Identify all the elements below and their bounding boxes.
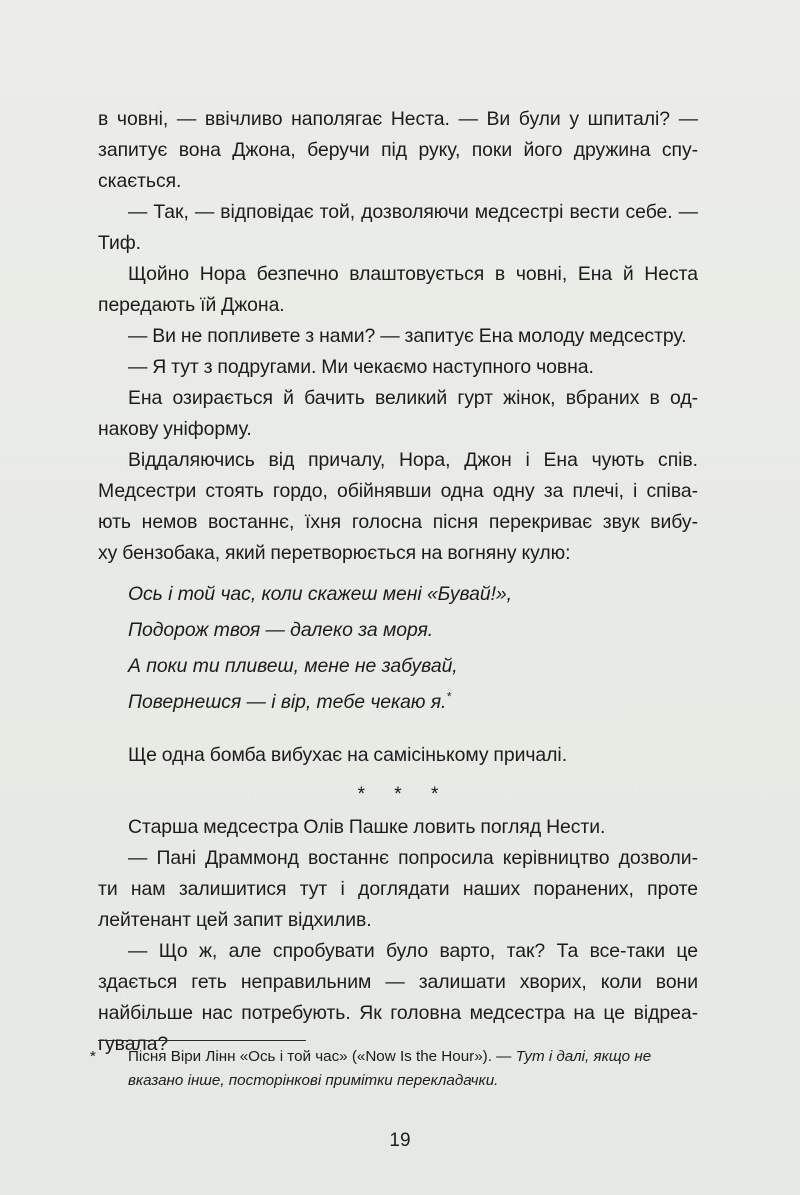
paragraph-4 bbox=[98, 321, 698, 352]
text-line: ти нам залишитися тут і доглядати наших поранених, проте bbox=[98, 878, 698, 900]
text-line: — Що ж, але спробувати було варто, так? Та все-таки це bbox=[128, 940, 698, 962]
paragraph-7 bbox=[98, 445, 698, 569]
text-line: — Так, — відповідає той, дозволяючи медсестрі вести себе. — bbox=[128, 201, 698, 223]
text-line: Ена озирається й бачить великий гурт жінок, вбраних в од- bbox=[128, 387, 698, 409]
text-line: найбільше нас потребують. Як головна медсестра на це відреа- bbox=[98, 1002, 698, 1024]
section-separator: * * * bbox=[357, 784, 451, 805]
text-line: — Ви не попливете з нами? — запитує Ена молоду медсестру. bbox=[128, 325, 687, 347]
paragraph-10 bbox=[98, 843, 698, 936]
text-line: Медсестри стоять гордо, обійнявши одна одну за плечі, і співа- bbox=[98, 480, 698, 502]
paragraph-1 bbox=[98, 104, 698, 197]
text-line: Віддаляючись від причалу, Нора, Джон і Ена чують спів. bbox=[128, 449, 698, 471]
text-line: гувала? bbox=[98, 1033, 169, 1055]
text-line: скається. bbox=[98, 170, 182, 192]
paragraph-6 bbox=[98, 383, 698, 445]
page-number: 19 bbox=[389, 1130, 411, 1151]
text-line: Щойно Нора безпечно влаштовується в човні, Ена й Неста bbox=[128, 263, 698, 285]
verse-line-text: Повернешся — і вір, тебе чекаю я. bbox=[128, 691, 447, 713]
footnote-line-2: вказано інше, посторінкові примітки перекладачки. bbox=[128, 1072, 499, 1089]
footnote-plain-text: Пісня Віри Лінн «Ось і той час» («Now Is the Hour»). — bbox=[128, 1048, 516, 1065]
verse-line: Подорож твоя — далеко за моря. bbox=[128, 619, 434, 641]
text-line: здається геть неправильним — залишати хворих, коли вони bbox=[98, 971, 698, 993]
text-line: в човні, — ввічливо наполягає Неста. — Ви були у шпиталі? — bbox=[98, 108, 698, 130]
footnote-italic-text: Тут і далі, якщо не bbox=[515, 1048, 652, 1065]
text-line: запитує вона Джона, беручи під руку, поки його дружина спу- bbox=[98, 139, 698, 161]
footnote-line-1 bbox=[90, 1045, 710, 1069]
text-line: Ще одна бомба вибухає на самісінькому причалі. bbox=[128, 744, 568, 766]
paragraph-11 bbox=[98, 936, 698, 1060]
text-line: накову уніформу. bbox=[98, 418, 252, 440]
paragraph-8 bbox=[98, 740, 698, 771]
footnote-mark: * bbox=[90, 1048, 96, 1065]
song-verse bbox=[98, 579, 698, 718]
text-line: — Пані Драммонд востаннє попросила керівництво дозволи- bbox=[128, 847, 698, 869]
paragraph-3 bbox=[98, 259, 698, 321]
text-line: передають їй Джона. bbox=[98, 294, 285, 316]
paragraph-2 bbox=[98, 197, 698, 259]
text-line: лейтенант цей запит відхилив. bbox=[98, 909, 372, 931]
paragraph-9 bbox=[98, 812, 698, 843]
footnote-divider bbox=[98, 1040, 306, 1041]
footnote bbox=[90, 1045, 710, 1093]
text-line: ють немов востаннє, їхня голосна пісня перекриває звук вибу- bbox=[98, 511, 698, 533]
body-text bbox=[98, 104, 698, 1060]
footnote-reference: * bbox=[446, 689, 452, 704]
text-line: Тиф. bbox=[98, 232, 141, 254]
text-line: — Я тут з подругами. Ми чекаємо наступного човна. bbox=[128, 356, 594, 378]
verse-line-last bbox=[128, 687, 698, 718]
paragraph-5 bbox=[98, 352, 698, 383]
text-line: ху бензобака, який перетворюється на вогняну кулю: bbox=[98, 542, 571, 564]
verse-line: Ось і той час, коли скажеш мені «Бувай!», bbox=[128, 583, 512, 605]
verse-line: А поки ти пливеш, мене не забувай, bbox=[128, 655, 458, 677]
text-line: Старша медсестра Олів Пашке ловить погляд Нести. bbox=[128, 816, 606, 838]
